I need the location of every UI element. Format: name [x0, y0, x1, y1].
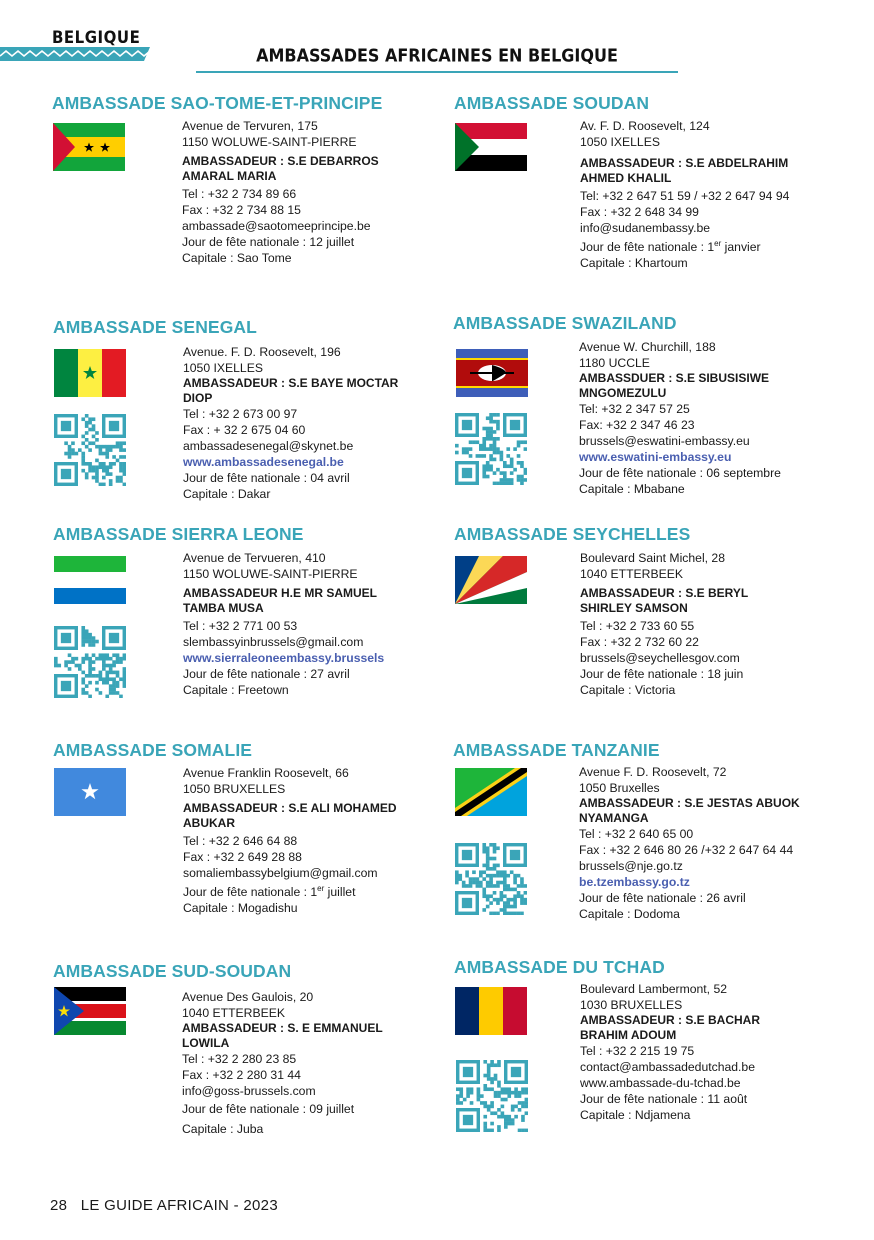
embassy-sao-tome — [52, 93, 452, 273]
phone: Tel : +32 2 771 00 53 — [183, 619, 298, 633]
phone: Tel: +32 2 347 57 25 — [579, 402, 690, 416]
address-line: Avenue Des Gaulois, 20 — [182, 990, 314, 1004]
national-day: Jour de fête nationale : 11 août — [580, 1092, 748, 1106]
website-link[interactable]: be.tzembassy.go.tz — [579, 875, 690, 889]
ambassador: AMBASSDUER : S.E SIBUSISIWE MNGOMEZULU — [579, 371, 770, 400]
address-line: Boulevard Saint Michel, 28 — [580, 551, 725, 565]
address-line: Av. F. D. Roosevelt, 124 — [580, 119, 710, 133]
phone: Tel : +32 2 280 23 85 — [182, 1052, 297, 1066]
flag-somalia-icon — [54, 768, 126, 816]
address-city: 1040 ETTERBEEK — [580, 567, 683, 581]
ambassador: AMBASSADEUR : S.E BACHAR BRAHIM ADOUM — [580, 1013, 761, 1042]
fax: Fax : + 32 2 675 04 60 — [183, 423, 306, 437]
fax: Fax : +32 2 648 34 99 — [580, 205, 699, 219]
national-day: Jour de fête nationale : 12 juillet — [182, 235, 355, 249]
address-city: 1180 UCCLE — [579, 356, 650, 370]
capital: Capitale : Victoria — [580, 683, 676, 697]
address-line: Avenue de Tervuren, 175 — [182, 119, 318, 133]
email[interactable]: contact@ambassadedutchad.be — [580, 1060, 755, 1074]
fax: Fax : +32 2 280 31 44 — [182, 1068, 301, 1082]
phone: Tel: +32 2 647 51 59 / +32 2 647 94 94 — [580, 189, 790, 203]
address-city: 1040 ETTERBEEK — [182, 1006, 285, 1020]
email[interactable]: brussels@nje.go.tz — [579, 859, 683, 873]
fax: Fax : +32 2 649 28 88 — [183, 850, 302, 864]
embassy-tanzanie — [453, 740, 853, 930]
flag-eswatini-icon — [456, 349, 528, 397]
national-day: Jour de fête nationale : 27 avril — [183, 667, 350, 681]
capital: Capitale : Freetown — [183, 683, 289, 697]
flag-sao-tome-icon — [53, 123, 125, 171]
capital: Capitale : Dakar — [183, 487, 271, 501]
phone: Tel : +32 2 733 60 55 — [580, 619, 695, 633]
address-line: Avenue W. Churchill, 188 — [579, 340, 716, 354]
zigzag-banner — [0, 47, 158, 61]
national-day: Jour de fête nationale : 06 septembre — [579, 466, 781, 480]
flag-south-sudan-icon — [54, 987, 126, 1035]
national-day: Jour de fête nationale : 1er juillet — [183, 884, 356, 900]
embassy-title: AMBASSADE SOMALIE — [53, 740, 253, 760]
embassy-seychelles — [454, 524, 854, 704]
ambassador: AMBASSADEUR H.E MR SAMUEL TAMBA MUSA — [183, 586, 378, 615]
address-line: Avenue F. D. Roosevelt, 72 — [579, 765, 727, 779]
email[interactable]: info@goss-brussels.com — [182, 1084, 316, 1098]
fax: Fax: +32 2 347 46 23 — [579, 418, 695, 432]
flag-senegal-icon — [54, 349, 126, 397]
ambassador: AMBASSADEUR : S.E ALI MOHAMED ABUKAR — [183, 801, 397, 830]
embassy-title: AMBASSADE SAO-TOME-ET-PRINCIPE — [52, 93, 383, 113]
website-link[interactable]: www.eswatini-embassy.eu — [579, 450, 732, 464]
ambassador: AMBASSADEUR : S.E JESTAS ABUOK NYAMANGA — [579, 796, 800, 825]
website-link[interactable]: www.ambassadesenegal.be — [183, 455, 344, 469]
address-line: Boulevard Lambermont, 52 — [580, 982, 728, 996]
capital: Capitale : Juba — [182, 1122, 264, 1136]
qr-code-icon — [456, 1060, 528, 1132]
embassy-title: AMBASSADE SWAZILAND — [453, 313, 677, 333]
address-line: Avenue de Tervueren, 410 — [183, 551, 326, 565]
ambassador: AMBASSADEUR : S.E BERYL SHIRLEY SAMSON — [580, 586, 749, 615]
email[interactable]: somaliembassybelgium@gmail.com — [183, 866, 378, 880]
embassy-somalie — [53, 740, 453, 920]
phone: Tel : +32 2 734 89 66 — [182, 187, 297, 201]
flag-tanzania-icon — [455, 768, 527, 816]
email[interactable]: ambassade@saotomeeprincipe.be — [182, 219, 371, 233]
fax: Fax : +32 2 646 80 26 /+32 2 647 64 44 — [579, 843, 794, 857]
embassy-title: AMBASSADE SENEGAL — [53, 317, 257, 337]
address-city: 1030 BRUXELLES — [580, 998, 683, 1012]
address-city: 1050 BRUXELLES — [183, 782, 286, 796]
embassy-sud-soudan — [53, 961, 453, 1146]
flag-chad-icon — [455, 987, 527, 1035]
qr-code-icon — [455, 843, 527, 915]
address-city: 1150 WOLUWE-SAINT-PIERRE — [182, 135, 357, 149]
address-line: Avenue Franklin Roosevelt, 66 — [183, 766, 349, 780]
qr-code-icon — [54, 414, 126, 486]
capital: Capitale : Khartoum — [580, 256, 688, 271]
address-city: 1050 IXELLES — [183, 361, 263, 375]
national-day: Jour de fête nationale : 26 avril — [579, 891, 746, 905]
address-city: 1050 IXELLES — [580, 135, 660, 149]
capital: Capitale : Ndjamena — [580, 1108, 691, 1122]
address-city: 1150 WOLUWE-SAINT-PIERRE — [183, 567, 358, 581]
qr-code-icon — [54, 626, 126, 698]
flag-seychelles-icon — [455, 556, 527, 604]
embassy-senegal — [53, 317, 453, 507]
phone: Tel : +32 2 215 19 75 — [580, 1044, 695, 1058]
address-line: Avenue. F. D. Roosevelt, 196 — [183, 345, 341, 359]
flag-sierra-leone-icon — [54, 556, 126, 604]
ambassador: AMBASSADEUR : S. E EMMANUEL LOWILA — [182, 1021, 383, 1050]
ambassador: AMBASSADEUR : S.E DEBARROS AMARAL MARIA — [182, 154, 379, 183]
embassy-title: AMBASSADE SIERRA LEONE — [53, 524, 304, 544]
capital: Capitale : Mbabane — [579, 482, 685, 496]
ambassador: AMBASSADEUR : S.E BAYE MOCTAR DIOP — [183, 376, 399, 405]
page-footer — [50, 1197, 278, 1214]
national-day: Jour de fête nationale : 04 avril — [183, 471, 350, 485]
qr-code-icon — [455, 413, 527, 485]
embassy-title: AMBASSADE SEYCHELLES — [454, 524, 691, 544]
page-title: AMBASSADES AFRICAINES EN BELGIQUE — [256, 45, 618, 66]
publication-name: LE GUIDE AFRICAIN - 2023 — [80, 1197, 278, 1214]
national-day: Jour de fête nationale : 09 juillet — [182, 1102, 355, 1116]
embassy-title: AMBASSADE SUD-SOUDAN — [53, 961, 292, 981]
email[interactable]: slembassyinbrussels@gmail.com — [183, 635, 364, 649]
email[interactable]: info@sudanembassy.be — [580, 221, 711, 235]
embassy-soudan — [454, 93, 854, 273]
embassy-title: AMBASSADE TANZANIE — [453, 740, 660, 760]
capital: Capitale : Mogadishu — [183, 901, 298, 916]
email[interactable]: brussels@eswatini-embassy.eu — [579, 434, 750, 448]
page-number: 28 — [50, 1197, 68, 1214]
website-link[interactable]: www.sierraleoneembassy.brussels — [183, 651, 385, 665]
national-day: Jour de fête nationale : 1er janvier — [580, 239, 761, 255]
email[interactable]: brussels@seychellesgov.com — [580, 651, 740, 665]
embassy-title: AMBASSADE SOUDAN — [454, 93, 650, 113]
embassy-tchad — [454, 957, 854, 1142]
phone: Tel : +32 2 646 64 88 — [183, 834, 298, 848]
email[interactable]: ambassadesenegal@skynet.be — [183, 439, 354, 453]
website-link[interactable]: www.ambassade-du-tchad.be — [580, 1076, 741, 1090]
capital: Capitale : Dodoma — [579, 907, 680, 921]
phone: Tel : +32 2 640 65 00 — [579, 827, 694, 841]
flag-sudan-icon — [455, 123, 527, 171]
national-day: Jour de fête nationale : 18 juin — [580, 667, 744, 681]
title-divider — [196, 71, 678, 73]
ambassador: AMBASSADEUR : S.E ABDELRAHIM AHMED KHALIL — [580, 156, 789, 185]
country-tag: BELGIQUE — [52, 26, 141, 48]
embassy-title: AMBASSADE DU TCHAD — [454, 957, 665, 977]
embassy-sierra-leone — [53, 524, 453, 704]
phone: Tel : +32 2 673 00 97 — [183, 407, 298, 421]
address-city: 1050 Bruxelles — [579, 781, 660, 795]
capital: Capitale : Sao Tome — [182, 251, 292, 265]
fax: Fax : +32 2 732 60 22 — [580, 635, 699, 649]
embassy-swaziland — [453, 313, 853, 507]
fax: Fax : +32 2 734 88 15 — [182, 203, 301, 217]
